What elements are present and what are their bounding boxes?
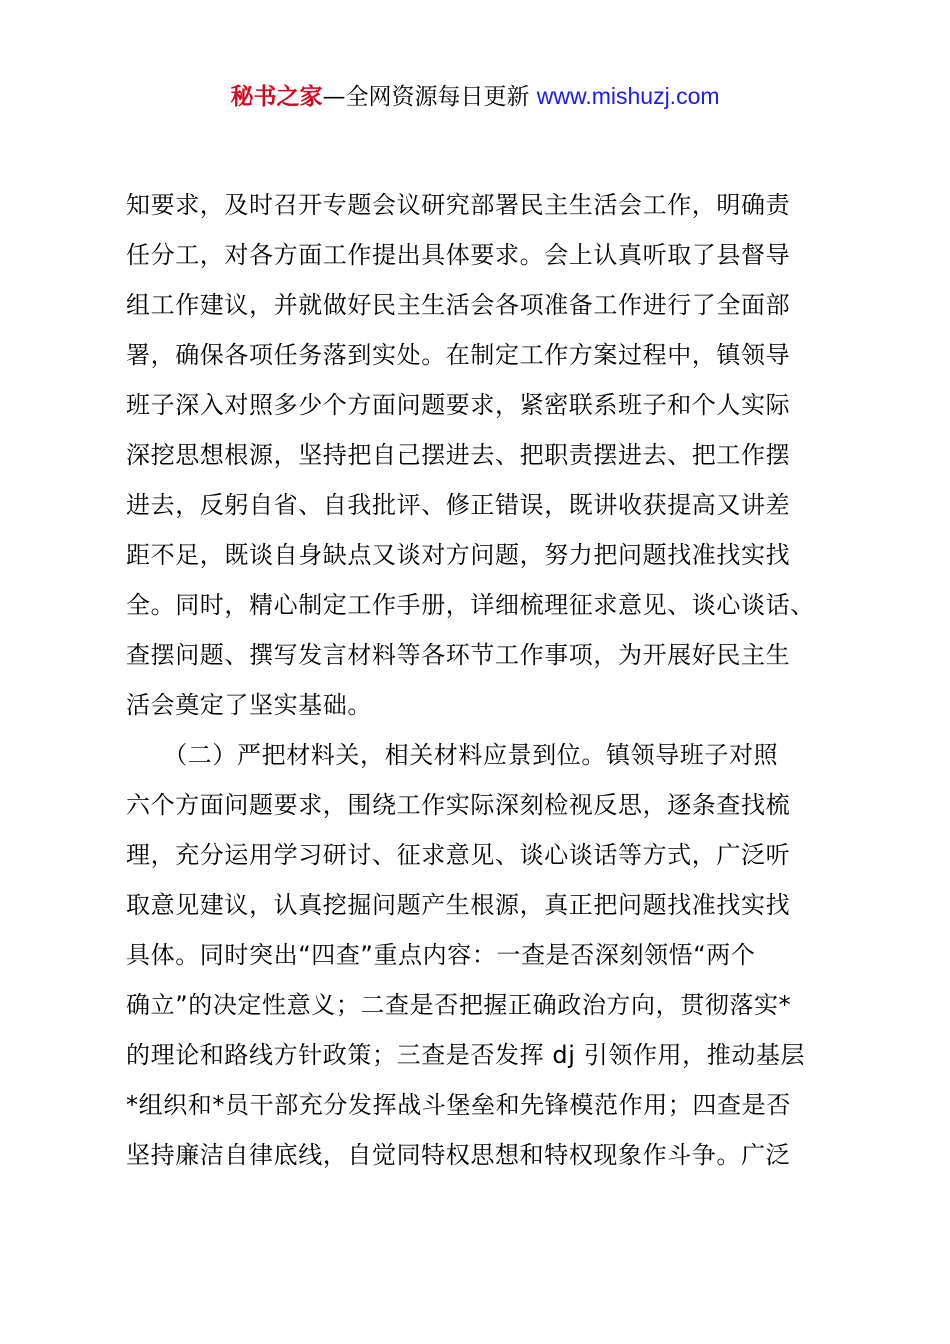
text-line: 理，充分运用学习研讨、征求意见、谈心谈话等方式，广泛听 [126, 841, 791, 869]
text-line: 班子深入对照多少个方面问题要求，紧密联系班子和个人实际 [126, 391, 791, 419]
text-line: 进去，反躬自省、自我批评、修正错误，既讲收获提高又讲差 [126, 491, 791, 519]
text-line: *组织和*员干部充分发挥战斗堡垒和先锋模范作用；四查是否 [126, 1091, 791, 1119]
text-line: 具体。同时突出“四查”重点内容：一查是否深刻领悟“两个 [126, 941, 756, 969]
text-line: 取意见建议，认真挖掘问题产生根源，真正把问题找准找实找 [126, 891, 791, 919]
site-header [0, 80, 950, 113]
text-line: 六个方面问题要求，围绕工作实际深刻检视反思，逐条查找梳 [126, 791, 791, 819]
text-line: 深挖思想根源，坚持把自己摆进去、把职责摆进去、把工作摆 [126, 441, 791, 469]
document-body [126, 180, 836, 1180]
paragraph-start-line: （二）严把材料关，相关材料应景到位。镇领导班子对照 [126, 741, 779, 769]
text-line: 的理论和路线方针政策；三查是否发挥 dj 引领作用，推动基层 [126, 1041, 806, 1069]
text-line: 确立”的决定性意义；二查是否把握正确政治方向，贯彻落实* [126, 991, 792, 1019]
text-line: 组工作建议，并就做好民主生活会各项准备工作进行了全面部 [126, 291, 791, 319]
text-line: 坚持廉洁自律底线，自觉同特权思想和特权现象作斗争。广泛 [126, 1141, 791, 1169]
site-brand: 秘书之家 [230, 84, 323, 110]
text-line: 任分工，对各方面工作提出具体要求。会上认真听取了县督导 [126, 241, 791, 269]
text-line: 查摆问题、撰写发言材料等各环节工作事项，为开展好民主生 [126, 641, 791, 669]
text-line: 署，确保各项任务落到实处。在制定工作方案过程中，镇领导 [126, 341, 791, 369]
text-line: 活会奠定了坚实基础。 [126, 691, 372, 719]
text-line: 距不足，既谈自身缺点又谈对方问题，努力把问题找准找实找 [126, 541, 791, 569]
site-url[interactable]: www.mishuzj.com [536, 83, 720, 109]
text-line: 知要求，及时召开专题会议研究部署民主生活会工作，明确责 [126, 191, 791, 219]
text-line: 全。同时，精心制定工作手册，详细梳理征求意见、谈心谈话、 [126, 591, 815, 619]
site-tagline: —全网资源每日更新 [322, 84, 537, 110]
